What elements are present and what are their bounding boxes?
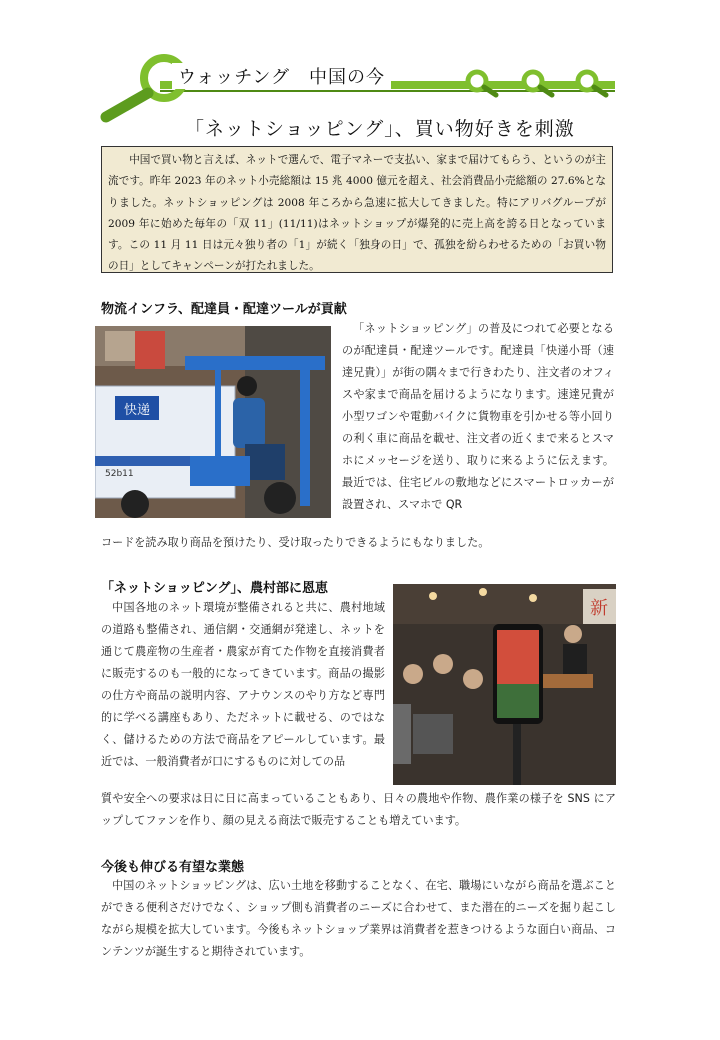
magnifier-small-icon [572, 69, 612, 99]
section3-title: 今後も伸びる有望な業態 [101, 860, 245, 875]
section2-title: 「ネットショッピング」、農村部に恩恵 [101, 581, 328, 596]
delivery-photo [95, 326, 331, 518]
banner-title: ウォッチング 中国の今 [172, 63, 391, 89]
section1-title: 物流インフラ、配達員・配達ツールが貢献 [101, 302, 347, 317]
livestream-photo [393, 584, 616, 785]
van-plate: 52b11 [105, 469, 134, 479]
section1-body: 「ネットショッピング」の普及につれて必要となるのが配達員・配達ツールです。配達員「快递小哥（速達兄貴）」が街の隅々まで行きわたり、注文者のオフィスや家まで商品を届けるようになります。速達兄貴が小型ワゴンや電動バイクに貨物車を引かせる等小回りの利く車に商品を載せ、注文者の近くまで来るとスマホにメッセージを送り、取りに来るように伝えます。最近では、住宅ビルの敷地などにスマートロッカーが設置され、スマホで QR [342, 322, 614, 511]
magnifier-small-icon [462, 69, 502, 99]
intro-box: 中国で買い物と言えば、ネットで選んで、電子マネーで支払い、家まで届けてもらう、というのが主流です。昨年 2023 年のネット小売総額は 15 兆 4000 億元を超え、社会消費品小売総額の 27.6%となりました。ネットショッピングは 2008 年ころから急速に拡大してきました。特にアリバグループが 2009 年に始めた毎年の「双 11」(11/11)はネットショップが爆発的に売上高を誇る日となっています。この 11 月 11 日は元々独り者の「1」が続く「独身の日」で、孤独を紛らわせるための「お買い物の日」としてキャンペーンが打たれました。 [101, 146, 613, 273]
section1-body-tail: コードを読み取り商品を預けたり、受け取ったりできるようにもなりました。 [101, 536, 490, 549]
magnifier-small-icon [518, 69, 558, 99]
section2-body-tail: 質や安全への要求は日に日に高まっていることもあり、日々の農地や作物、農作業の様子を SNS にアップしてファンを作り、顔の見える商法で販売することも増えています。 [101, 792, 616, 827]
banner-sign: 新 [590, 598, 608, 619]
article-headline: 「ネットショッピング」、買い物好きを刺激 [185, 118, 575, 140]
section2-body: 中国各地のネット環境が整備されると共に、農村地域の道路も整備され、通信網・交通網が発達し、ネットを通じて農産物の生産者・農家が育てた作物を直接消費者に販売するのも一般的になってきています。商品の撮影の仕方や商品の説明内容、アナウンスのやり方など専門的に学べる講座もあり、ただネットに載せる、のではなく、儲けるための方法で商品をアピールしています。最近では、一般消費者が口にするものに対しての品 [101, 601, 385, 768]
van-sign: 快递 [123, 403, 151, 418]
section3-body: 中国のネットショッピングは、広い土地を移動することなく、在宅、職場にいながら商品を選ぶことができる便利さだけでなく、ショップ側も消費者のニーズに合わせて、また潜在的ニーズを掘り起こしながら規模を拡大しています。今後もネットショップ業界は消費者を惹きつけるような面白い商品、コンテンツが誕生すると期待されています。 [101, 879, 616, 958]
header-banner [100, 55, 615, 117]
